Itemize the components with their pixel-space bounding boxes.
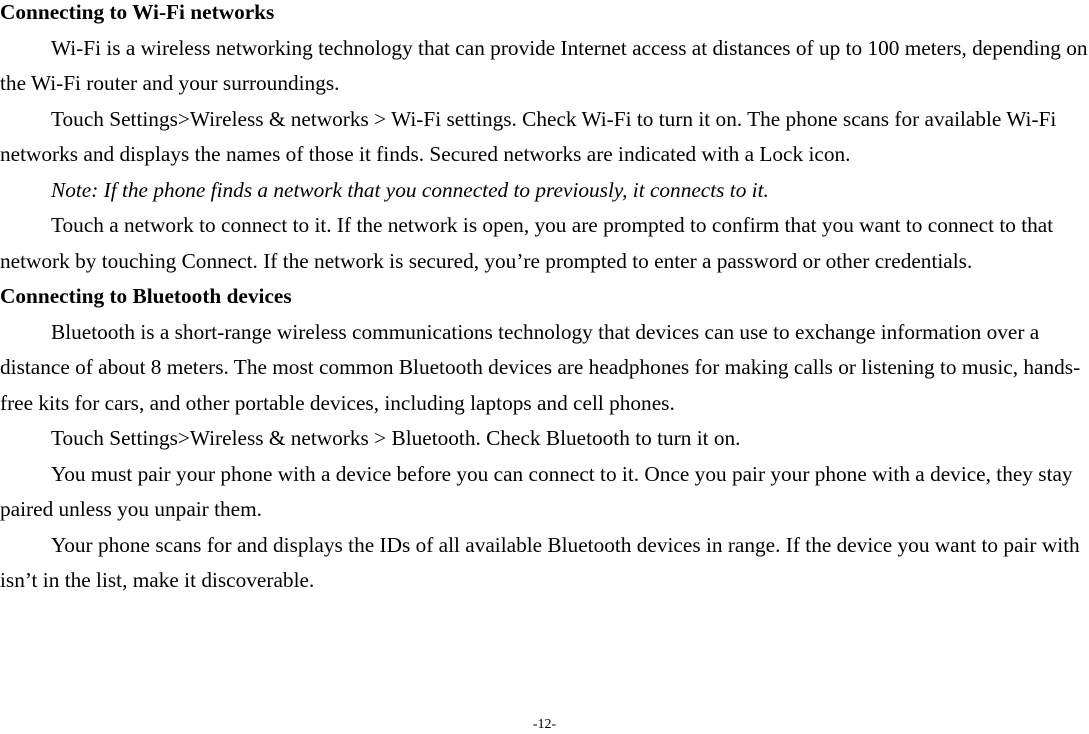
section-heading-wifi: Connecting to Wi-Fi networks: [0, 0, 275, 24]
bluetooth-scan-paragraph: Your phone scans for and displays the IDs of all available Bluetooth devices in range. If the device you want to pair with isn’t in the list, make it discoverable.: [0, 532, 1080, 592]
bluetooth-intro-paragraph: Bluetooth is a short-range wireless communications technology that devices can use to exchange information over a distance of about 8 meters. The most common Bluetooth devices are headphones for making calls or listening to music, hands-free kits for cars, and other portable devices, including laptops and cell phones.: [0, 319, 1081, 415]
bluetooth-pair-paragraph: You must pair your phone with a device before you can connect to it. Once you pair your phone with a device, they stay paired unless you unpair them.: [0, 461, 1073, 521]
wifi-settings-paragraph: Touch Settings>Wireless & networks > Wi-Fi settings. Check Wi-Fi to turn it on. The phone scans for available Wi-Fi networks and displays the names of those it finds. Secured networks are indicated with a Lock icon.: [0, 106, 1057, 166]
section-heading-bluetooth: Connecting to Bluetooth devices: [0, 284, 292, 308]
wifi-intro-paragraph: Wi-Fi is a wireless networking technology that can provide Internet access at distances of up to 100 meters, depending on the Wi-Fi router and your surroundings.: [0, 35, 1088, 95]
wifi-connect-paragraph: Touch a network to connect to it. If the network is open, you are prompted to confirm that you want to connect to that network by touching Connect. If the network is secured, you’re prompted to enter a password or other credentials.: [0, 213, 1054, 273]
bluetooth-settings-paragraph: Touch Settings>Wireless & networks > Bluetooth. Check Bluetooth to turn it on.: [51, 426, 741, 450]
wifi-note-paragraph: Note: If the phone finds a network that you connected to previously, it connects to it.: [51, 177, 769, 202]
page-number: -12-: [532, 717, 557, 732]
